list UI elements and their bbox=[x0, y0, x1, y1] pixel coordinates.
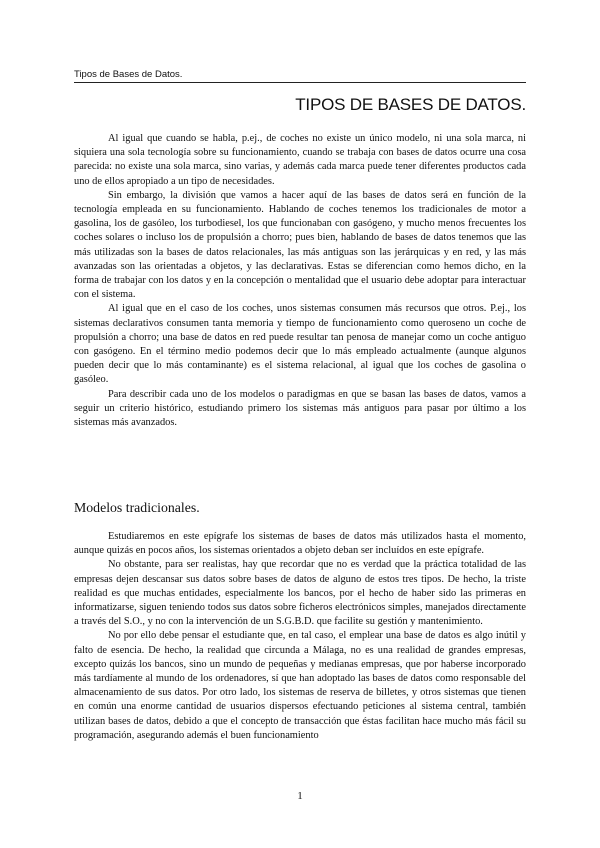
section-paragraph-1: Estudiaremos en este epígrafe los sistemas de bases de datos más utilizados hasta el momento, aunque quizás en pocos años, los sistemas orientados a objeto deban ser incluídos en este epígrafe. bbox=[74, 531, 526, 557]
section-paragraph-2: No obstante, para ser realistas, hay que recordar que no es verdad que la práctica totalidad de las empresas dejen descansar sus datos sobre bases de datos de alguno de estos tres tipos. De hecho, la triste realidad es que muchas entidades, especialmente los bancos, por el hecho de haber sido las primeras en informatizarse, siguen teniendo todos sus datos sobre ficheros electrónicos simples, manejados directamente a través del S.O., y no con la intervención de un S.G.B.D. que facilite su gestión y mantenimiento. bbox=[74, 559, 526, 628]
page-number: 1 bbox=[297, 790, 303, 802]
intro-paragraph-2: Sin embargo, la división que vamos a hacer aquí de las bases de datos será en función de la tecnología empleada en su funcionamiento. Hablando de coches tenemos los tradicionales de motor a gasolina, los de gasóleo, los turbodiesel, los que funcionaban con gasógeno, y mucho menos frecuentes los coches solares o incluso los de propulsión a chorro; pues bien, hablando de bases de datos tenemos que las más utilizadas son la bases de datos relacionales, las más antiguas son las jerárquicas y en red, y las más avanzadas son las orientadas a objetos, y las declarativas. Estas se diferencian como hemos dicho, en la forma de trabajar con los datos y en la concepción o mentalidad que el usuario debe adoptar para interactuar con el sistema. bbox=[74, 189, 526, 301]
intro-paragraph-4: Para describir cada uno de los modelos o paradigmas en que se basan las bases de datos, vamos a seguir un criterio histórico, estudiando primero los sistemas más antiguos para pasar por último a los sistemas más avanzados. bbox=[74, 388, 526, 429]
section-heading: Modelos tradicionales. bbox=[74, 500, 200, 515]
modelos-tradicionales-section bbox=[74, 499, 526, 743]
header-divider bbox=[74, 82, 526, 83]
intro-paragraph-1: Al igual que cuando se habla, p.ej., de coches no existe un único modelo, ni una sola marca, ni siquiera una sola tecnología sobre su funcionamiento, cuando se trabaja con bases de datos ocurre una cosa parecida: no existe una sola marca, sino varias, y además cada marca puede tener diferentes productos cada uno de ellos apropiado a un tipo de necesidades. bbox=[74, 133, 526, 187]
document-title: TIPOS DE BASES DE DATOS. bbox=[295, 95, 526, 114]
intro-paragraph-3: Al igual que en el caso de los coches, unos sistemas consumen más recursos que otros. P.ej., los sistemas declarativos consumen tanta memoria y tiempo de funcionamiento como queroseno un coche de propulsión a chorro; una base de datos en red puede resultar tan penosa de manejar como un coche antiguo con gasógeno. En el término medio podemos decir que lo más empleado actualmente (aunque algunos pueden decir que lo más contaminante) es el sistema relacional, al igual que los coches de gasolina o gasóleo. bbox=[74, 303, 526, 386]
section-paragraph-3: No por ello debe pensar el estudiante que, en tal caso, el emplear una base de datos es algo inútil y falto de esencia. De hecho, la realidad que circunda a Málaga, no es una realidad de grandes empresas, excepto quizás los bancos, sino un mundo de pequeñas y medianas empresas, que por haberse incorporado más tardíamente al mundo de los ordenadores, sí que han adoptado las bases de datos como responsable del almacenamiento de sus datos. Por otro lado, los sistemas de reserva de billetes, y otros sistemas que tienen en común una enorme cantidad de usuarios dispersos efectuando peticiones al sistema central, también utilizan bases de datos, debido a que el concepto de transacción que éstas facilitan hace mucho más fácil su programación, asegurando además el buen funcionamiento bbox=[74, 630, 526, 741]
running-header: Tipos de Bases de Datos. bbox=[74, 69, 183, 80]
intro-section bbox=[74, 132, 526, 430]
